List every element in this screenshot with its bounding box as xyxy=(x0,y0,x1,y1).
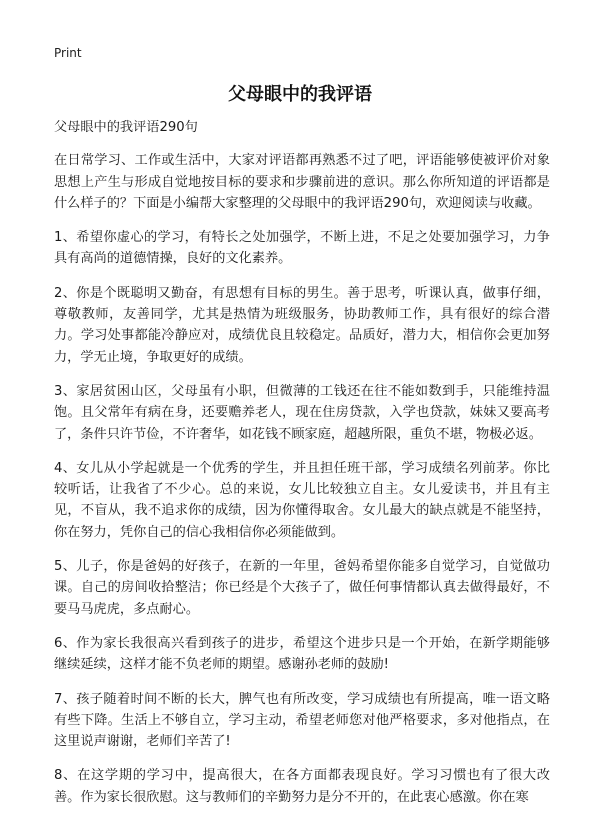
comment-item-6: 6、作为家长我很高兴看到孩子的进步，希望这个进步只是一个开始，在新学期能够继续延续，这样才能不负老师的期望。感谢孙老师的鼓励! xyxy=(54,635,550,673)
page-title: 父母眼中的我评语 xyxy=(228,84,372,105)
comment-item-7: 7、孩子随着时间不断的长大，脾气也有所改变，学习成绩也有所提高，唯一语文略有些下降。生活上不够自立，学习主动，希望老师您对他严格要求，多对他指点，在这里说声谢谢，老师们辛苦了! xyxy=(54,691,550,750)
print-link[interactable]: Print xyxy=(54,46,82,60)
comment-item-3: 3、家居贫困山区，父母虽有小职，但微薄的工钱还在往不能如数到手，只能维持温饱。且父常年有病在身，还要赡养老人，现在住房贷款，入学也贷款，妹妹又要高考了，条件只许节俭，不许奢华，如花钱不顾家庭，超越所限，重负不堪，物极必返。 xyxy=(54,383,550,442)
intro-paragraph: 在日常学习、工作或生活中，大家对评语都再熟悉不过了吧，评语能够使被评价对象思想上产生与形成自觉地按目标的要求和步骤前进的意识。那么你所知道的评语都是什么样子的？下面是小编帮大家整理的父母眼中的我评语290句，欢迎阅读与收藏。 xyxy=(54,153,550,211)
comment-item-8: 8、在这学期的学习中，提高很大，在各方面都表现良好。学习习惯也有了很大改善。作为家长很欣慰。这与教师们的辛勤努力是分不开的，在此衷心感激。你在寒 xyxy=(54,768,550,805)
document-subtitle: 父母眼中的我评语290句 xyxy=(54,120,198,135)
comment-item-1: 1、希望你虚心的学习，有特长之处加强学，不断上进，不足之处要加强学习，力争具有高尚的道德情操，良好的文化素养。 xyxy=(54,230,550,267)
comment-item-4: 4、女儿从小学起就是一个优秀的学生，并且担任班干部，学习成绩名列前茅。你比较听话，让我省了不少心。总的来说，女儿比较独立自主。女儿爱读书，并且有主见，不盲从，我不追求你的成绩，因为你懂得取舍。女儿最大的缺点就是不能坚持，你在努力，凭你自己的信心我相信你必须能做到。 xyxy=(54,460,550,540)
document-body xyxy=(54,117,550,821)
comment-item-5: 5、儿子，你是爸妈的好孩子，在新的一年里，爸妈希望你能多自觉学习，自觉做功课。自己的房间收拾整洁；你已经是个大孩子了，做任何事情都认真去做得最好，不要马马虎虎，多点耐心。 xyxy=(54,559,550,617)
comment-item-2: 2、你是个既聪明又勤奋，有思想有目标的男生。善于思考，听课认真，做事仔细，尊敬教师，友善同学，尤其是热情为班级服务，协助教师工作，具有很好的综合潜力。学习处事都能冷静应对，成绩优良且较稳定。品质好，潜力大，相信你会更加努力，学无止境，争取更好的成绩。 xyxy=(54,285,550,365)
